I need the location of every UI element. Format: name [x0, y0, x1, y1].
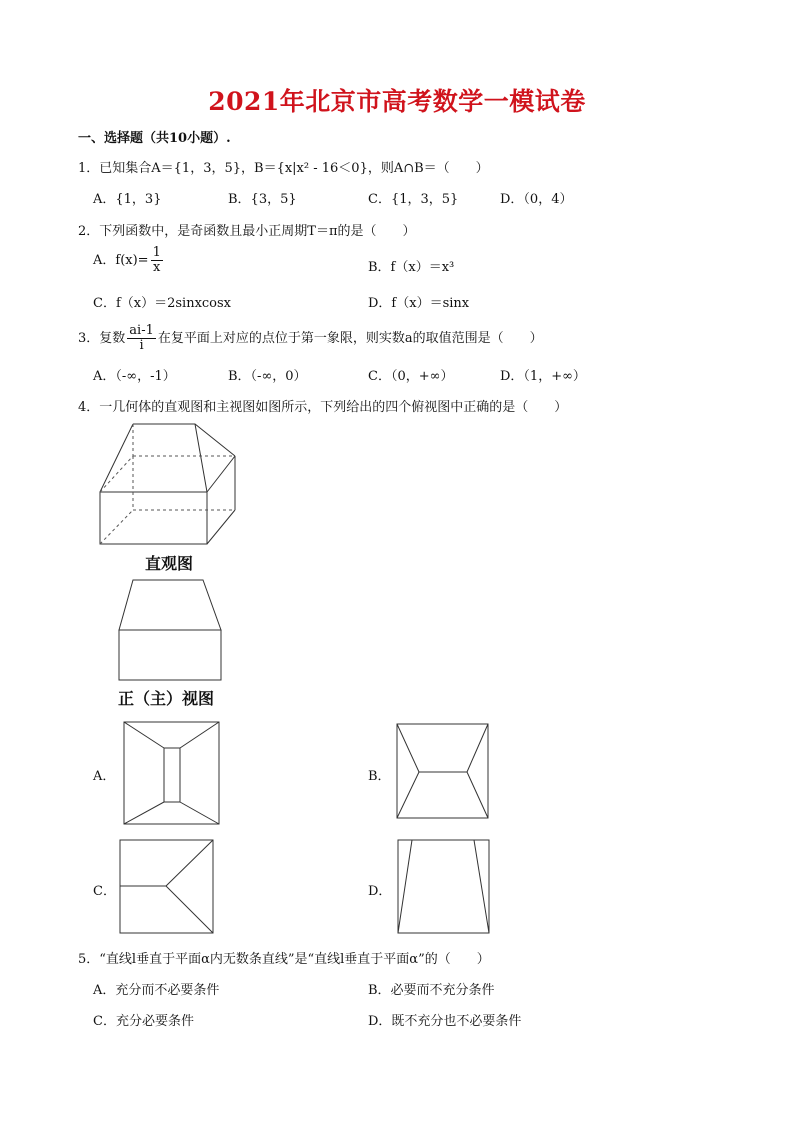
question-5-stem: 5．“直线l垂直于平面α内无数条直线”是“直线l垂直于平面α”的（ ）: [78, 952, 490, 967]
question-5-option-c[interactable]: C．充分必要条件: [93, 1014, 194, 1029]
question-3-option-b[interactable]: B．（-∞，0）: [228, 369, 307, 384]
question-4-option-b-figure[interactable]: [395, 722, 491, 820]
fraction: [127, 324, 156, 353]
question-2-option-c[interactable]: C．f（x）＝2sinxcosx: [93, 296, 232, 311]
option-a-prefix: A．f(x)=: [93, 253, 149, 268]
question-4-option-c-label[interactable]: C．: [93, 884, 116, 899]
section-heading: 一、选择题（共10小题）.: [78, 131, 231, 146]
solid-3d-view-figure: [95, 420, 245, 550]
question-1-option-b[interactable]: B．{3，5}: [228, 192, 297, 207]
question-1-stem: 1．已知集合A＝{1，3，5}，B＝{x|x² - 16＜0}，则A∩B＝（ ）: [78, 161, 489, 176]
question-1-option-a[interactable]: A．{1，3}: [93, 192, 162, 207]
question-5-option-b[interactable]: B．必要而不充分条件: [368, 983, 495, 998]
question-1-option-c[interactable]: C．{1，3，5}: [368, 192, 459, 207]
question-3-suffix: 在复平面上对应的点位于第一象限，则实数a的取值范围是（ ）: [157, 331, 543, 346]
question-5-option-d[interactable]: D．既不充分也不必要条件: [368, 1014, 522, 1029]
question-2-option-a[interactable]: [93, 246, 165, 275]
question-4-option-c-figure[interactable]: [118, 838, 216, 936]
question-4-stem: 4．一几何体的直观图和主视图如图所示，下列给出的四个俯视图中正确的是（ ）: [78, 400, 568, 415]
question-5-option-a[interactable]: A．充分而不必要条件: [93, 983, 220, 998]
question-3-option-d[interactable]: D．（1，+∞）: [500, 369, 586, 384]
question-3-stem: [78, 324, 543, 353]
question-4-option-b-label[interactable]: B．: [368, 769, 391, 784]
question-4-option-d-figure[interactable]: [396, 838, 492, 936]
fraction: [151, 246, 163, 275]
question-2-option-d[interactable]: D．f（x）＝sinx: [368, 296, 470, 311]
question-1-option-d[interactable]: D．（0，4）: [500, 192, 573, 207]
question-4-option-a-figure[interactable]: [122, 720, 222, 826]
front-view-figure: [115, 578, 225, 684]
question-3-prefix: 3．复数: [78, 331, 126, 346]
fraction-numerator: ai-1: [129, 323, 154, 338]
page-title: 2021年北京市高考数学一模试卷: [208, 87, 586, 116]
question-4-option-d-label[interactable]: D．: [368, 884, 392, 899]
fraction-numerator: 1: [152, 245, 161, 260]
fraction-denominator: i: [139, 338, 144, 353]
question-4-option-a-label[interactable]: A．: [93, 769, 116, 784]
question-3-option-a[interactable]: A．（-∞，-1）: [93, 369, 176, 384]
caption-3d-view: 直观图: [145, 554, 194, 573]
caption-front-view: 正（主）视图: [118, 689, 215, 708]
question-2-stem: 2．下列函数中，是奇函数且最小正周期T＝π的是（ ）: [78, 224, 416, 239]
question-2-option-b[interactable]: B．f（x）＝x³: [368, 260, 455, 275]
fraction-denominator: x: [153, 260, 161, 275]
question-3-option-c[interactable]: C．（0，+∞）: [368, 369, 454, 384]
